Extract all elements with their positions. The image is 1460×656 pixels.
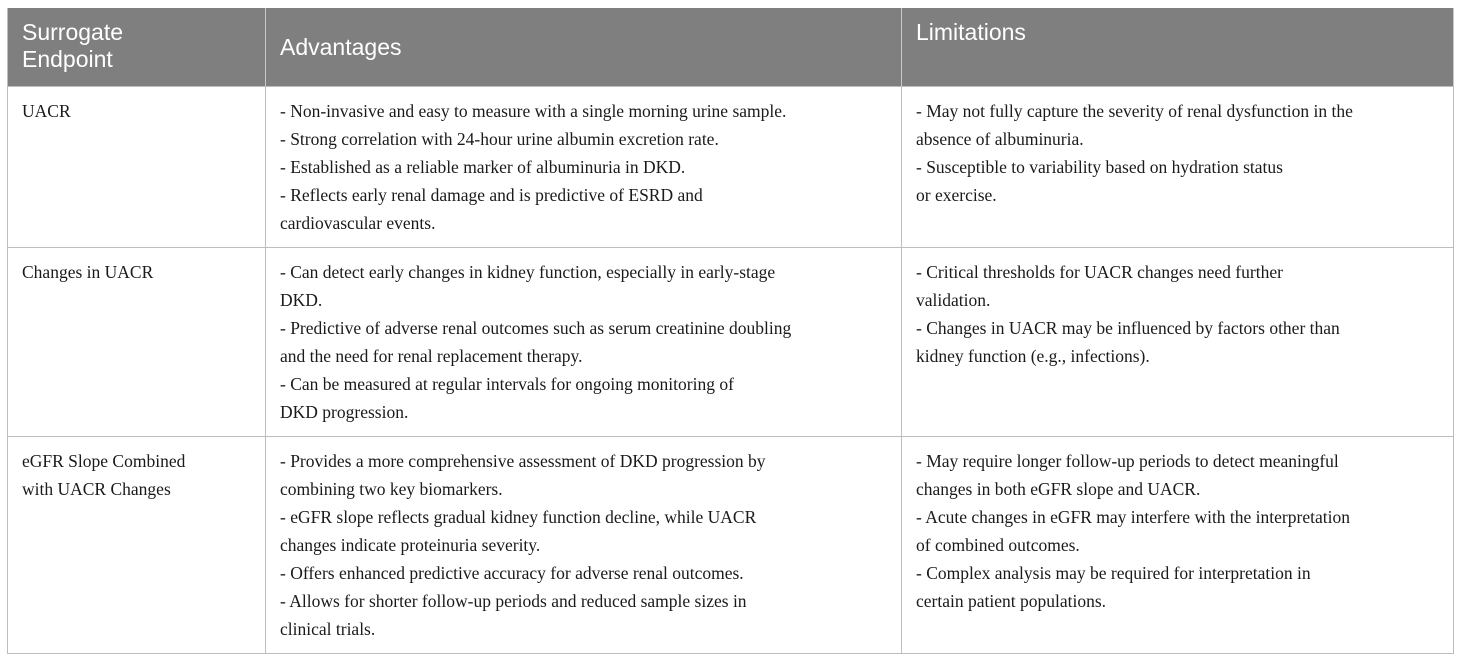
cell-text-line: - Reflects early renal damage and is predictive of ESRD and	[280, 185, 703, 205]
cell-text-line: changes indicate proteinuria severity.	[280, 535, 541, 555]
cell-text-line: validation.	[916, 290, 991, 310]
cell-text-line: combining two key biomarkers.	[280, 479, 503, 499]
table-row	[8, 87, 1454, 248]
cell-text-line: - Critical thresholds for UACR changes need further	[916, 262, 1283, 282]
table-header-row	[8, 8, 1454, 87]
cell-text-line: - Changes in UACR may be influenced by factors other than	[916, 318, 1340, 338]
cell-text-line: changes in both eGFR slope and UACR.	[916, 479, 1201, 499]
cell-text-line: - May not fully capture the severity of renal dysfunction in the	[916, 101, 1353, 121]
cell-text-line: or exercise.	[916, 185, 997, 205]
cell-text-line: - Predictive of adverse renal outcomes such as serum creatinine doubling	[280, 318, 792, 338]
limitations-cell	[902, 437, 1454, 654]
cell-text-line: - Susceptible to variability based on hydration status	[916, 157, 1283, 177]
cell-text-line: UACR	[22, 101, 71, 121]
cell-text-line: DKD.	[280, 290, 323, 310]
cell-text-line: - eGFR slope reflects gradual kidney function decline, while UACR	[280, 507, 757, 527]
cell-text-line: absence of albuminuria.	[916, 129, 1084, 149]
surrogate-endpoints-table	[7, 8, 1454, 654]
surrogate-endpoints-table-container	[7, 8, 1453, 654]
table-row	[8, 437, 1454, 654]
cell-text-line: - Offers enhanced predictive accuracy for adverse renal outcomes.	[280, 563, 744, 583]
cell-text-line: kidney function (e.g., infections).	[916, 346, 1150, 366]
table-row	[8, 248, 1454, 437]
cell-text-line: - Complex analysis may be required for interpretation in	[916, 563, 1311, 583]
cell-text-line: eGFR Slope Combined	[22, 451, 186, 471]
cell-text-line: - Strong correlation with 24-hour urine albumin excretion rate.	[280, 129, 719, 149]
advantages-cell	[266, 437, 902, 654]
header-line: Limitations	[916, 19, 1026, 45]
header-advantages	[266, 8, 902, 87]
cell-text-line: - Can be measured at regular intervals for ongoing monitoring of	[280, 374, 734, 394]
limitations-cell	[902, 248, 1454, 437]
cell-text-line: cardiovascular events.	[280, 213, 436, 233]
cell-text-line: - Allows for shorter follow-up periods and reduced sample sizes in	[280, 591, 747, 611]
endpoint-cell	[8, 248, 266, 437]
cell-text-line: - Can detect early changes in kidney function, especially in early-stage	[280, 262, 776, 282]
header-limitations	[902, 8, 1454, 87]
cell-text-line: - May require longer follow-up periods to detect meaningful	[916, 451, 1339, 471]
cell-text-line: - Non-invasive and easy to measure with a single morning urine sample.	[280, 101, 787, 121]
cell-text-line: - Provides a more comprehensive assessment of DKD progression by	[280, 451, 766, 471]
header-line: Surrogate	[22, 19, 124, 45]
cell-text-line: clinical trials.	[280, 619, 376, 639]
endpoint-cell	[8, 87, 266, 248]
advantages-cell	[266, 248, 902, 437]
cell-text-line: Changes in UACR	[22, 262, 154, 282]
limitations-cell	[902, 87, 1454, 248]
cell-text-line: of combined outcomes.	[916, 535, 1080, 555]
header-surrogate-endpoint	[8, 8, 266, 87]
endpoint-cell	[8, 437, 266, 654]
cell-text-line: with UACR Changes	[22, 479, 171, 499]
cell-text-line: - Acute changes in eGFR may interfere with the interpretation	[916, 507, 1350, 527]
cell-text-line: DKD progression.	[280, 402, 409, 422]
header-line: Endpoint	[22, 46, 113, 72]
cell-text-line: and the need for renal replacement therapy.	[280, 346, 583, 366]
advantages-cell	[266, 87, 902, 248]
header-line: Advantages	[280, 33, 402, 60]
cell-text-line: - Established as a reliable marker of albuminuria in DKD.	[280, 157, 686, 177]
cell-text-line: certain patient populations.	[916, 591, 1107, 611]
